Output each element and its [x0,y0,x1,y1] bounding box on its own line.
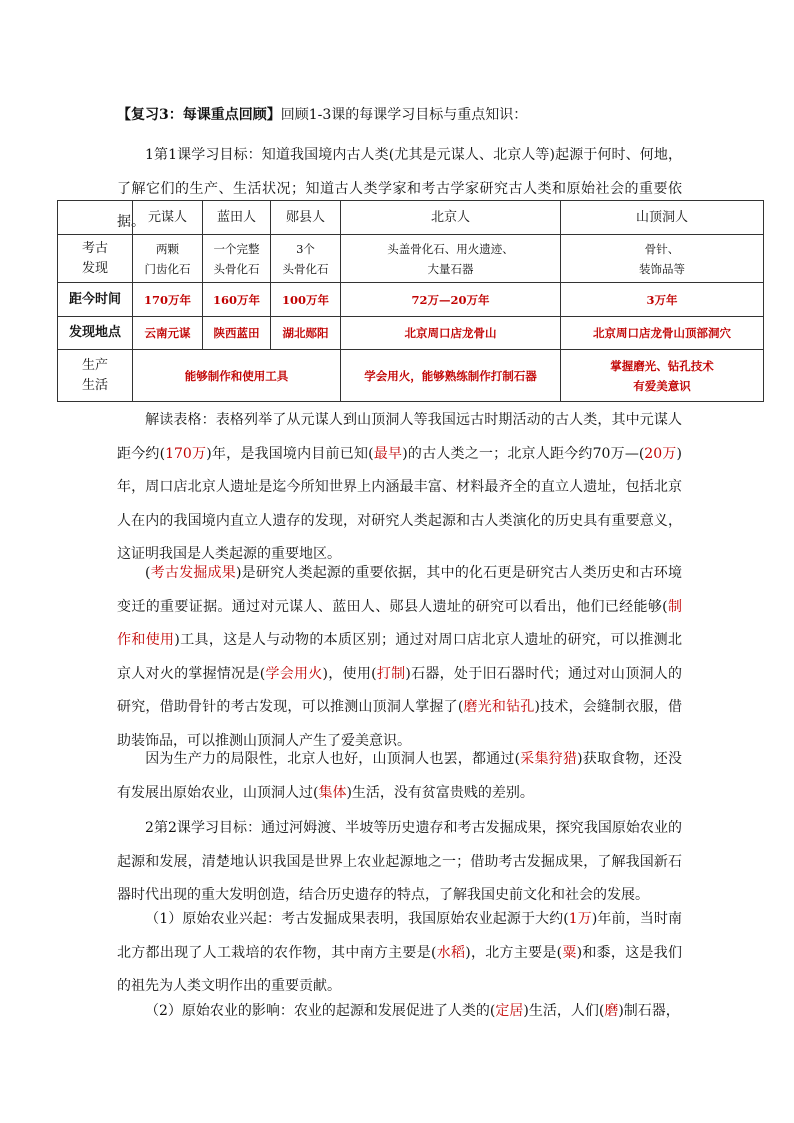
table-cell: 湖北郧阳 [271,317,341,350]
table-row [58,283,764,317]
answer-text: 1万 [568,911,592,927]
table-row [58,235,764,283]
archaeology-paragraph: (考古发掘成果)是研究人类起源的重要依据，其中的化石更是研究古人类历史和古环境变迁的重要证据。通过对元谋人、蓝田人、郧县人遗址的研究可以看出，他们已经能够(制作和使用)工具，这是人与动物的本质区别；通过对周口店北京人遗址的研究，可以推测北京人对火的掌握情况是(学会用火)，使用(打制)石器，处于旧石器时代；通过对山顶洞人的研究，借助骨针的考古发现，可以推测山顶洞人掌握了(磨光和钻孔)技术，会缝制衣服，借助装饰品，可以推测山顶洞人产生了爱美意识。 [117,565,683,749]
table-interpretation-paragraph: 解读表格：表格列举了从元谋人到山顶洞人等我国远古时期活动的古人类，其中元谋人距今约(170万)年，是我国境内目前已知(最早)的古人类之一；北京人距今约70万—(20万)年，周口店北京人遗址是迄今所知世界上内涵最丰富、材料最齐全的直立人遗址，包括北京人在内的我国境内直立人遗存的发现，对研究人类起源和古人类演化的历史具有重要意义，这证明我国是人类起源的重要地区。 [117,412,682,562]
answer-text: 粟 [562,944,577,961]
answer-text: 采集狩猎 [520,751,578,767]
table-cell: 两颗 门齿化石 [133,235,203,283]
table-header-cell [58,201,133,235]
ancient-humans-table [57,200,764,402]
table-cell: 北京周口店龙骨山顶部洞穴 [561,317,764,350]
table-header-row [58,201,764,235]
section-heading [117,104,527,124]
table-cell: 3万年 [561,283,764,317]
table-cell: 掌握磨光、钻孔技术 有爱美意识 [561,350,764,402]
section-heading-rest: 回顾1-3课的每课学习目标与重点知识： [280,107,528,123]
table-row [58,350,764,402]
answer-text: 学会用火 [265,665,323,682]
table-cell: 170万年 [133,283,203,317]
productivity-paragraph: 因为生产力的局限性，北京人也好，山顶洞人也罢，都通过(采集狩猎)获取食物，还没有发展出原始农业，山顶洞人过(集体)生活，没有贫富贵贱的差别。 [117,751,683,801]
lesson2-goal: 2第2课学习目标：通过河姆渡、半坡等历史遗存和考古发掘成果，探究我国原始农业的起源和发展，清楚地认识我国是世界上农业起源地之一；借助考古发掘成果，了解我国新石器时代出现的重大发明创造，结合历史遗存的特点，了解我国史前文化和社会的发展。 [117,820,682,903]
table-cell: 一个完整 头骨化石 [203,235,271,283]
table-header-cell: 北京人 [341,201,561,235]
table-header-cell: 蓝田人 [203,201,271,235]
row-label: 距今时间 [58,283,133,317]
answer-text: 打制 [376,665,406,682]
answer-text: 20万 [644,445,677,462]
table-cell: 陕西蓝田 [203,317,271,350]
agriculture-impact-item: （2）原始农业的影响：农业的起源和发展促进了人类的(定居)生活，人们(磨)制石器， [145,1003,680,1019]
answer-text: 水稻 [436,944,466,961]
table-cell: 云南元谋 [133,317,203,350]
table-row [58,317,764,350]
row-label: 考古 发现 [58,235,133,283]
table-header-cell: 郧县人 [271,201,341,235]
answer-text: 磨光和钻孔 [463,699,535,715]
answer-text: 170万 [165,445,207,462]
row-label: 发现地点 [58,317,133,350]
table-header-cell: 元谋人 [133,201,203,235]
table-cell: 骨针、 装饰品等 [561,235,764,283]
table-cell: 头盖骨化石、用火遗迹、 大量石器 [341,235,561,283]
table-header-cell: 山顶洞人 [561,201,764,235]
table-cell: 72万—20万年 [341,283,561,317]
row-label: 生产 生活 [58,350,133,402]
lesson1-goal: 1第1课学习目标：知道我国境内古人类(尤其是元谋人、北京人等)起源于何时、何地，了解它们的生产、生活状况；知道古人类学家和考古学家研究古人类和原始社会的重要依据。 [117,147,682,230]
answer-text: 制作和使用 [117,598,683,648]
table-cell: 160万年 [203,283,271,317]
table-cell: 100万年 [271,283,341,317]
table-cell: 3个 头骨化石 [271,235,341,283]
answer-text: 定居 [495,1003,524,1019]
table-cell: 北京周口店龙骨山 [341,317,561,350]
answer-text: 最早 [373,445,403,462]
section-heading-bracket: 【复习3：每课重点回顾】 [117,107,281,123]
answer-text: 集体 [318,784,347,801]
table-cell: 学会用火，能够熟练制作打制石器 [341,350,561,402]
table-cell: 能够制作和使用工具 [133,350,341,402]
answer-text: 考古发掘成果 [150,565,236,581]
answer-text: 磨 [604,1003,619,1019]
agriculture-rise-item: （1）原始农业兴起：考古发掘成果表明，我国原始农业起源于大约(1万)年前，当时南北方都出现了人工栽培的农作物，其中南方主要是(水稻)，北方主要是(粟)和黍，这是我们的祖先为人类文明作出的重要贡献。 [117,911,683,994]
